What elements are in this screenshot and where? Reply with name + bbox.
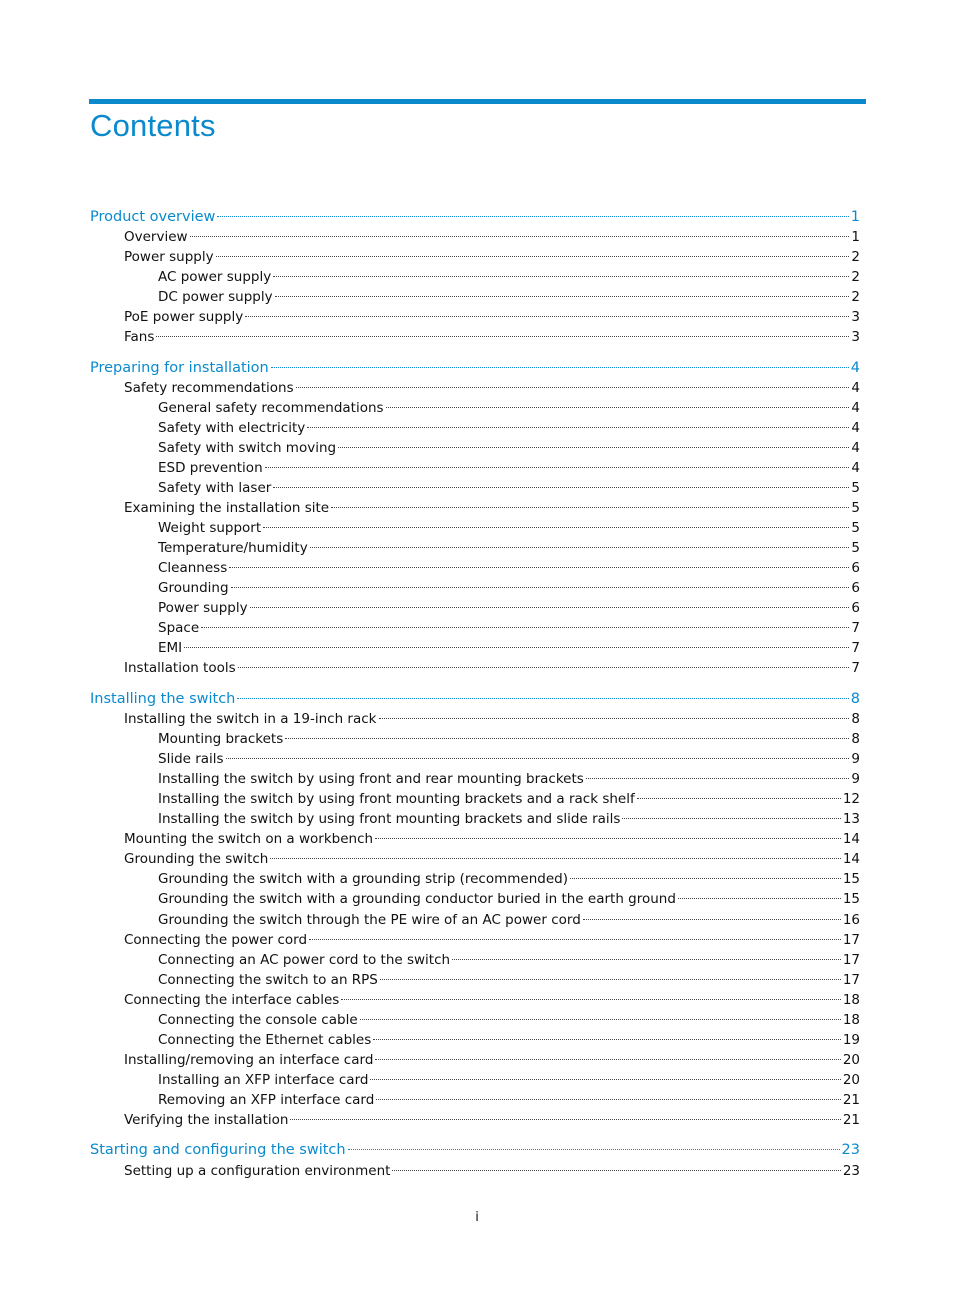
toc-page-number: 5 bbox=[851, 500, 860, 516]
toc-entry-title: EMI bbox=[158, 640, 183, 656]
toc-page-number: 4 bbox=[851, 400, 860, 416]
toc-leader-dots bbox=[583, 919, 841, 920]
toc-leader-dots bbox=[375, 838, 841, 839]
toc-page-number: 8 bbox=[851, 711, 860, 727]
toc-leader-dots bbox=[379, 718, 850, 719]
toc-leader-dots bbox=[226, 758, 850, 759]
toc-entry-title: PoE power supply bbox=[124, 309, 244, 325]
toc-section-link[interactable] bbox=[124, 1050, 860, 1070]
toc-page-number: 14 bbox=[842, 851, 860, 867]
toc-page-number: 18 bbox=[842, 1012, 860, 1028]
toc-page-number: 14 bbox=[842, 831, 860, 847]
toc-leader-dots bbox=[290, 1119, 840, 1120]
toc-leader-dots bbox=[296, 387, 850, 388]
toc-entry-title: Grounding the switch through the PE wire of an AC power cord bbox=[158, 912, 581, 928]
toc-page-number: 18 bbox=[842, 992, 860, 1008]
toc-leader-dots bbox=[217, 216, 848, 217]
toc-page-number: 2 bbox=[851, 269, 860, 285]
toc-leader-dots bbox=[156, 336, 849, 337]
toc-section-link[interactable] bbox=[124, 829, 860, 849]
toc-chapter-link[interactable] bbox=[90, 689, 860, 709]
toc-entry-title: Removing an XFP interface card bbox=[158, 1092, 375, 1108]
toc-page-number: 21 bbox=[842, 1092, 860, 1108]
toc-leader-dots bbox=[273, 487, 849, 488]
toc-leader-dots bbox=[245, 316, 849, 317]
toc-page-number: 19 bbox=[842, 1032, 860, 1048]
toc-subsection-link[interactable] bbox=[158, 789, 860, 809]
toc-leader-dots bbox=[348, 1149, 840, 1150]
toc-leader-dots bbox=[376, 1099, 841, 1100]
toc-page-number: 15 bbox=[842, 891, 860, 907]
toc-entry-title: Safety with laser bbox=[158, 480, 272, 496]
toc-leader-dots bbox=[637, 798, 841, 799]
toc-entry-title: Power supply bbox=[124, 249, 214, 265]
toc-entry-title: Grounding the switch with a grounding conductor buried in the earth ground bbox=[158, 891, 676, 907]
toc-section-link[interactable] bbox=[124, 1110, 860, 1130]
toc-subsection-link[interactable] bbox=[158, 729, 860, 749]
toc-page-number: 6 bbox=[851, 600, 860, 616]
toc-page-number: 4 bbox=[851, 440, 860, 456]
toc-leader-dots bbox=[375, 1059, 840, 1060]
toc-entry-title: Connecting the switch to an RPS bbox=[158, 972, 378, 988]
toc-page-number: 3 bbox=[851, 329, 860, 345]
toc-entry-title: Cleanness bbox=[158, 560, 228, 576]
toc-subsection-link[interactable] bbox=[158, 578, 860, 598]
toc-leader-dots bbox=[273, 276, 849, 277]
toc-leader-dots bbox=[570, 878, 841, 879]
toc-leader-dots bbox=[307, 427, 849, 428]
toc-page-number: 16 bbox=[842, 912, 860, 928]
toc-section-link[interactable] bbox=[124, 849, 860, 869]
toc-entry-title: Overview bbox=[124, 229, 188, 245]
toc-section-link[interactable] bbox=[124, 1161, 860, 1181]
toc-entry-title: DC power supply bbox=[158, 289, 273, 305]
toc-chapter-link[interactable] bbox=[90, 207, 860, 227]
toc-leader-dots bbox=[285, 738, 849, 739]
toc-subsection-link[interactable] bbox=[158, 1070, 860, 1090]
toc-page-number: 4 bbox=[850, 360, 860, 376]
toc-entry-title: Preparing for installation bbox=[90, 360, 269, 376]
toc-subsection-link[interactable] bbox=[158, 418, 860, 438]
toc-page-number: 13 bbox=[842, 811, 860, 827]
toc-subsection-link[interactable] bbox=[158, 598, 860, 618]
toc-entry-title: Connecting an AC power cord to the switch bbox=[158, 952, 451, 968]
toc-section-link[interactable] bbox=[124, 709, 860, 729]
toc-section-link[interactable] bbox=[124, 227, 860, 247]
toc-entry-title: Safety recommendations bbox=[124, 380, 294, 396]
toc-subsection-link[interactable] bbox=[158, 398, 860, 418]
toc-leader-dots bbox=[184, 647, 849, 648]
toc-leader-dots bbox=[190, 236, 850, 237]
toc-entry-title: Connecting the interface cables bbox=[124, 992, 340, 1008]
page-number: i bbox=[475, 1210, 479, 1225]
toc-entry-title: Temperature/humidity bbox=[158, 540, 308, 556]
toc-leader-dots bbox=[386, 407, 850, 408]
toc-entry-title: Slide rails bbox=[158, 751, 224, 767]
toc-entry-title: Mounting the switch on a workbench bbox=[124, 831, 374, 847]
toc-leader-dots bbox=[586, 778, 850, 779]
toc-entry-title: Installation tools bbox=[124, 660, 236, 676]
toc-page-number: 8 bbox=[851, 731, 860, 747]
toc-page-number: 4 bbox=[851, 420, 860, 436]
toc-subsection-link[interactable] bbox=[158, 809, 860, 829]
toc-leader-dots bbox=[309, 939, 841, 940]
toc-leader-dots bbox=[201, 627, 849, 628]
toc-entry-title: AC power supply bbox=[158, 269, 272, 285]
toc-page-number: 5 bbox=[851, 520, 860, 536]
toc-leader-dots bbox=[331, 507, 849, 508]
toc-subsection-link[interactable] bbox=[158, 638, 860, 658]
toc-entry-title: Grounding the switch with a grounding strip (recommended) bbox=[158, 871, 568, 887]
toc-entry-title: Installing the switch in a 19-inch rack bbox=[124, 711, 377, 727]
toc-subsection-link[interactable] bbox=[158, 889, 860, 909]
toc-page-number: 7 bbox=[851, 660, 860, 676]
toc-page-number: 9 bbox=[851, 771, 860, 787]
toc-page-number: 5 bbox=[851, 540, 860, 556]
toc-entry-title: Space bbox=[158, 620, 200, 636]
toc-entry-title: Connecting the power cord bbox=[124, 932, 308, 948]
toc-chapter-link[interactable] bbox=[90, 1140, 860, 1160]
toc-page-number: 17 bbox=[842, 972, 860, 988]
toc-entry-title: Power supply bbox=[158, 600, 248, 616]
toc-leader-dots bbox=[250, 607, 850, 608]
toc-entry-title: Installing an XFP interface card bbox=[158, 1072, 369, 1088]
toc-page-number: 5 bbox=[851, 480, 860, 496]
toc-entry-title: Setting up a configuration environment bbox=[124, 1163, 391, 1179]
toc-section-link[interactable] bbox=[124, 247, 860, 267]
toc-subsection-link[interactable] bbox=[158, 1010, 860, 1030]
toc-section-link[interactable] bbox=[124, 990, 860, 1010]
toc-leader-dots bbox=[265, 467, 850, 468]
toc-entry-title: Weight support bbox=[158, 520, 262, 536]
toc-leader-dots bbox=[373, 1039, 841, 1040]
toc-subsection-link[interactable] bbox=[158, 1090, 860, 1110]
toc-subsection-link[interactable] bbox=[158, 267, 860, 287]
toc-leader-dots bbox=[238, 667, 850, 668]
page-title: Contents bbox=[90, 108, 216, 143]
toc-leader-dots bbox=[678, 898, 841, 899]
toc-leader-dots bbox=[231, 587, 850, 588]
toc-subsection-link[interactable] bbox=[158, 478, 860, 498]
toc-subsection-link[interactable] bbox=[158, 518, 860, 538]
toc-subsection-link[interactable] bbox=[158, 618, 860, 638]
toc-subsection-link[interactable] bbox=[158, 287, 860, 307]
toc-leader-dots bbox=[275, 296, 850, 297]
toc-leader-dots bbox=[270, 858, 840, 859]
toc-section-link[interactable] bbox=[124, 378, 860, 398]
toc-page-number: 1 bbox=[850, 209, 860, 225]
toc-entry-title: Safety with electricity bbox=[158, 420, 306, 436]
toc-leader-dots bbox=[271, 367, 849, 368]
toc-section-link[interactable] bbox=[124, 930, 860, 950]
toc-leader-dots bbox=[263, 527, 849, 528]
toc-page-number: 1 bbox=[851, 229, 860, 245]
toc-entry-title: Safety with switch moving bbox=[158, 440, 337, 456]
toc-section-link[interactable] bbox=[124, 307, 860, 327]
toc-leader-dots bbox=[216, 256, 850, 257]
toc-entry-title: General safety recommendations bbox=[158, 400, 384, 416]
toc-page-number: 6 bbox=[851, 580, 860, 596]
toc-entry-title: Grounding the switch bbox=[124, 851, 269, 867]
toc-subsection-link[interactable] bbox=[158, 538, 860, 558]
toc-subsection-link[interactable] bbox=[158, 749, 860, 769]
toc-page-number: 4 bbox=[851, 380, 860, 396]
toc-subsection-link[interactable] bbox=[158, 869, 860, 889]
toc-page-number: 7 bbox=[851, 620, 860, 636]
toc-page-number: 4 bbox=[851, 460, 860, 476]
toc-subsection-link[interactable] bbox=[158, 970, 860, 990]
toc-page-number: 12 bbox=[842, 791, 860, 807]
toc-page-number: 8 bbox=[850, 691, 860, 707]
toc-page-number: 20 bbox=[842, 1052, 860, 1068]
toc-entry-title: Examining the installation site bbox=[124, 500, 330, 516]
toc-subsection-link[interactable] bbox=[158, 910, 860, 930]
toc-entry-title: Fans bbox=[124, 329, 155, 345]
toc-leader-dots bbox=[360, 1019, 841, 1020]
toc-entry-title: Mounting brackets bbox=[158, 731, 284, 747]
toc-leader-dots bbox=[622, 818, 840, 819]
toc-section-link[interactable] bbox=[124, 498, 860, 518]
toc-entry-title: Installing the switch by using front mounting brackets and slide rails bbox=[158, 811, 621, 827]
toc-page-number: 23 bbox=[842, 1163, 860, 1179]
toc-subsection-link[interactable] bbox=[158, 769, 860, 789]
toc-entry-title: Installing/removing an interface card bbox=[124, 1052, 374, 1068]
toc-subsection-link[interactable] bbox=[158, 558, 860, 578]
toc-page-number: 2 bbox=[851, 249, 860, 265]
toc-page-number: 3 bbox=[851, 309, 860, 325]
toc-section-link[interactable] bbox=[124, 327, 860, 347]
toc-entry-title: Grounding bbox=[158, 580, 229, 596]
toc-page-number: 6 bbox=[851, 560, 860, 576]
toc-leader-dots bbox=[341, 999, 841, 1000]
toc-page-number: 17 bbox=[842, 952, 860, 968]
toc-subsection-link[interactable] bbox=[158, 950, 860, 970]
toc-page-number: 2 bbox=[851, 289, 860, 305]
toc-page-number: 20 bbox=[842, 1072, 860, 1088]
toc-subsection-link[interactable] bbox=[158, 458, 860, 478]
toc-leader-dots bbox=[229, 567, 849, 568]
toc-chapter-link[interactable] bbox=[90, 358, 860, 378]
toc-leader-dots bbox=[237, 698, 848, 699]
toc-entry-title: ESD prevention bbox=[158, 460, 263, 476]
toc-entry-title: Product overview bbox=[90, 209, 216, 225]
toc-leader-dots bbox=[338, 447, 849, 448]
toc-entry-title: Installing the switch by using front mounting brackets and a rack shelf bbox=[158, 791, 635, 807]
toc-page-number: 17 bbox=[842, 932, 860, 948]
toc-leader-dots bbox=[370, 1079, 840, 1080]
toc-page-number: 15 bbox=[842, 871, 860, 887]
toc-entry-title: Connecting the console cable bbox=[158, 1012, 358, 1028]
toc-entry-title: Connecting the Ethernet cables bbox=[158, 1032, 372, 1048]
toc-entry-title: Verifying the installation bbox=[124, 1112, 289, 1128]
toc-entry-title: Installing the switch bbox=[90, 691, 236, 707]
toc-leader-dots bbox=[392, 1170, 840, 1171]
toc-page-number: 7 bbox=[851, 640, 860, 656]
toc-subsection-link[interactable] bbox=[158, 1030, 860, 1050]
toc-page-number: 21 bbox=[842, 1112, 860, 1128]
toc-entry-title: Installing the switch by using front and rear mounting brackets bbox=[158, 771, 584, 787]
toc-subsection-link[interactable] bbox=[158, 438, 860, 458]
toc-page-number: 23 bbox=[841, 1142, 860, 1158]
toc-page-number: 9 bbox=[851, 751, 860, 767]
toc-leader-dots bbox=[380, 979, 841, 980]
toc-section-link[interactable] bbox=[124, 658, 860, 678]
toc-leader-dots bbox=[310, 547, 850, 548]
toc-leader-dots bbox=[452, 959, 841, 960]
toc-entry-title: Starting and configuring the switch bbox=[90, 1142, 346, 1158]
